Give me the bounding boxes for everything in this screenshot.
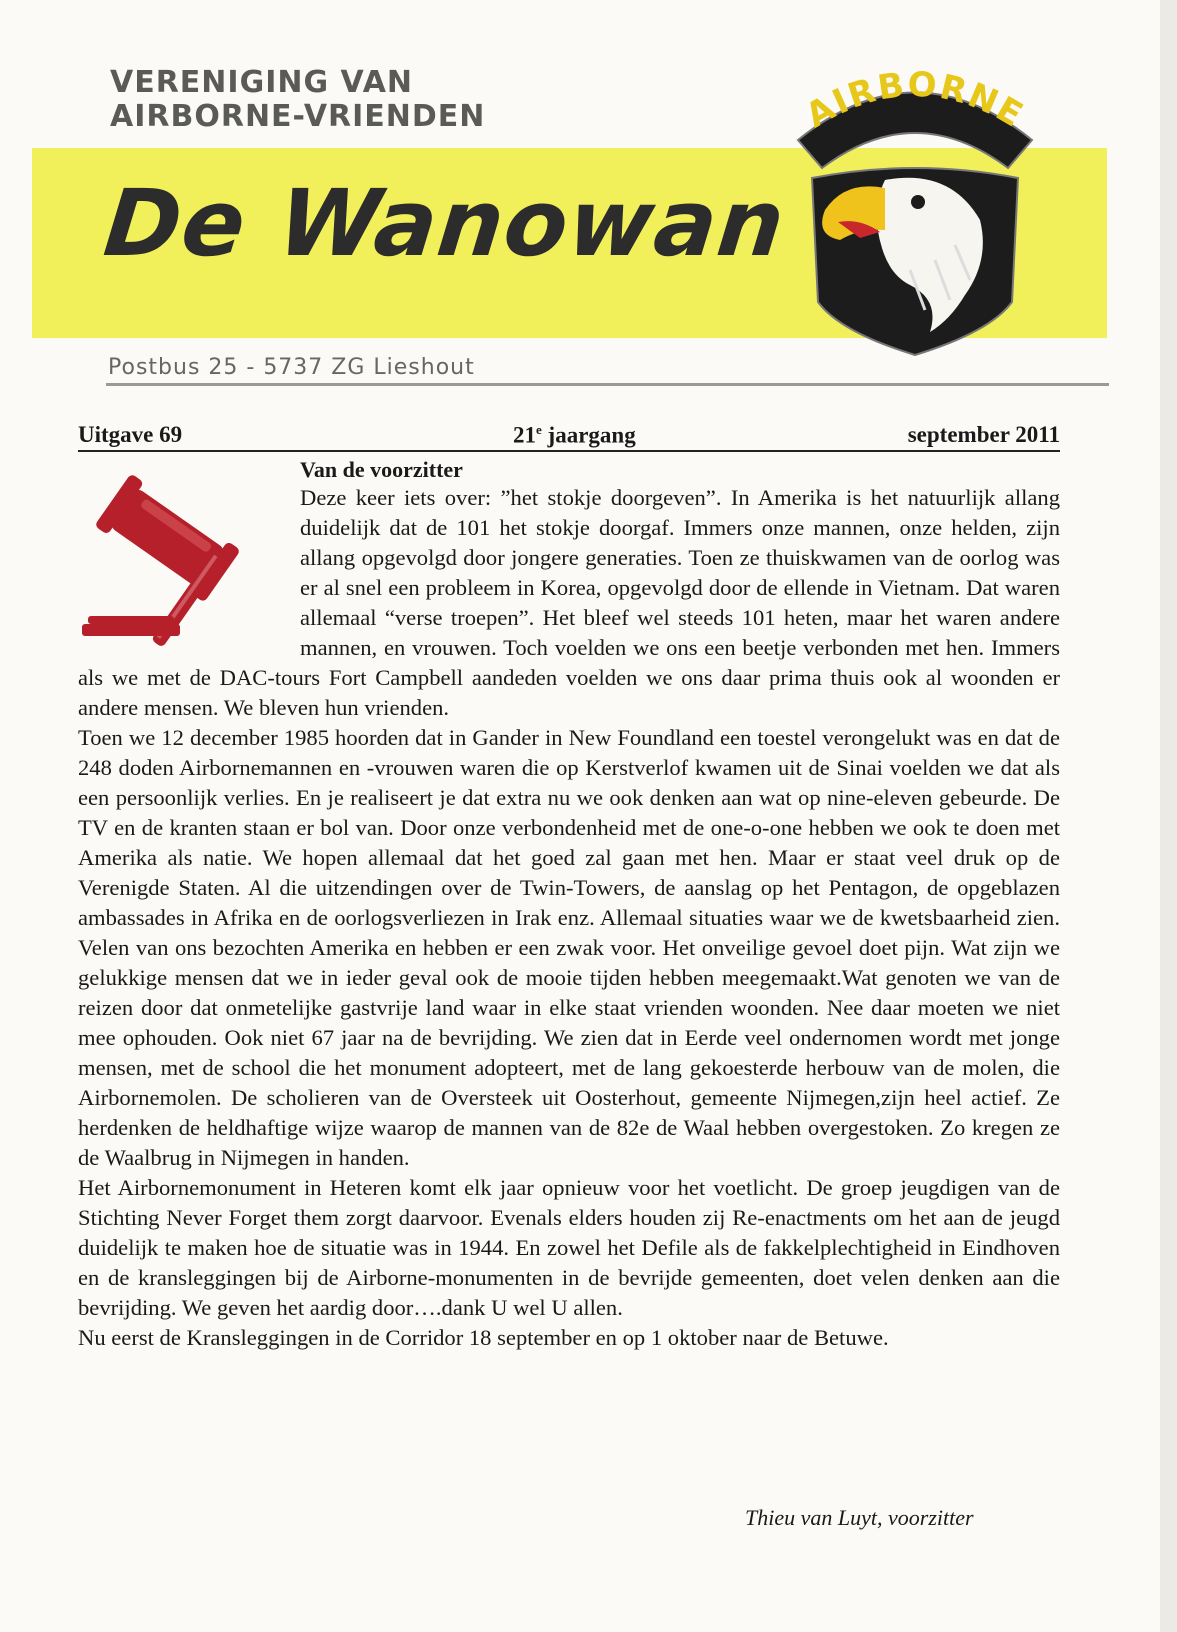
- volume-word: jaargang: [547, 422, 636, 448]
- paragraph-1: Deze keer iets over: ”het stokje doorgeven”. In Amerika is het natuurlijk allang duidelijk dat de 101 het stokje doorgaf. Immers onze mannen, onze helden, zijn allang opgevolgd door jongere generaties. Toen ze thuiskwamen van de oorlog was er al snel een probleem in Korea, opgevolgd door de ellende in Vietnam. Dat waren allemaal “verse troepen”. Het bleef wel steeds 101 heten, maar het waren andere mannen, en vrouwen. Toch voelden we ons een beetje verbonden met hen. Immers als we met de DAC-tours Fort Campbell aandeden voelden we ons daar prima thuis ook al woonden er andere mensen. We bleven hun vrienden.: [78, 485, 1060, 720]
- svg-text:AIRBORNE: AIRBORNE: [799, 70, 1031, 137]
- airborne-eagle-logo: [790, 70, 1040, 370]
- issue-volume: [513, 422, 636, 449]
- header-divider: [106, 383, 1109, 386]
- org-line-1: VERENIGING VAN: [110, 65, 414, 100]
- paragraph-4: Nu eerst de Kransleggingen in de Corridor 18 september en op 1 oktober naar de Betuwe.: [78, 1325, 889, 1350]
- page-edge: [1160, 0, 1177, 1632]
- newsletter-title: De Wanowan: [99, 170, 791, 277]
- volume-number: 21: [513, 422, 536, 448]
- org-line-2: AIRBORNE-VRIENDEN: [110, 99, 486, 134]
- article-heading: Van de voorzitter: [300, 457, 463, 482]
- article-body: [78, 483, 1060, 1353]
- organization-name: [110, 66, 485, 134]
- issue-date: september 2011: [907, 422, 1060, 447]
- gavel-spacer: [78, 483, 300, 661]
- signature: Thieu van Luyt, voorzitter: [745, 1505, 974, 1530]
- postal-address: Postbus 25 - 5737 ZG Lieshout: [108, 355, 475, 380]
- paragraph-2: Toen we 12 december 1985 hoorden dat in Gander in New Foundland een toestel verongelukt was en dat de 248 doden Airbornemannen en -vrouwen waren die op Kerstverlof kwamen uit de Sinai voelden we dat als een persoonlijk verlies. En je realiseert je dat extra nu we ook denken aan wat op nine-eleven gebeurde. De TV en de kranten staan er bol van. Door onze verbondenheid met de one-o-one hebben we ook te doen met Amerika als natie. We hopen allemaal dat het goed zal gaan met hen. Maar er staat veel druk op de Verenigde Staten. Al die uitzendingen over de Twin-Towers, de aanslag op het Pentagon, de opgeblazen ambassades in Afrika en de oorlogsverliezen in Irak enz. Allemaal situaties waar we de kwetsbaarheid zien. Velen van ons bezochten Amerika en hebben er een zwak voor. Het onveilige gevoel doet pijn. Wat zijn we gelukkige mensen dat we in ieder geval ook de mooie tijden hebben meegemaakt.Wat genoten we van de reizen door dat onmetelijke gastvrije land waar in elke staat vrienden woonden. Nee daar moeten we niet mee ophouden. Ook niet 67 jaar na de bevrijding. We zien dat in Eerde veel ondernomen wordt met jonge mensen, met de school die het monument adopteert, met de lang gekoesterde herbouw van de molen, die Airbornemolen. De scholieren van de Oversteek uit Oosterhout, gemeente Nijmegen,zijn heel actief. Ze herdenken de heldhaftige wijze waarop de mannen van de 82e de Waal hebben overgestoken. Zo kregen ze de Waalbrug in Nijmegen in handen.: [78, 725, 1060, 1170]
- issue-number: Uitgave 69: [78, 422, 183, 447]
- paragraph-3: Het Airbornemonument in Heteren komt elk jaar opnieuw voor het voetlicht. De groep jeugdigen van de Stichting Never Forget them zorgt daarvoor. Evenals elders houden zij Re-enactments om het aan de jeugd duidelijk te maken hoe de situatie was in 1944. En zowel het Defile als de fakkelplechtigheid in Eindhoven en de kransleggingen bij de Airborne-monumenten in de bevrijde gemeenten, doet velen denken aan die bevrijding. We geven het aardig door….dank U wel U allen.: [78, 1175, 1060, 1320]
- volume-suffix: e: [536, 422, 542, 437]
- issue-info-bar: [78, 422, 1060, 452]
